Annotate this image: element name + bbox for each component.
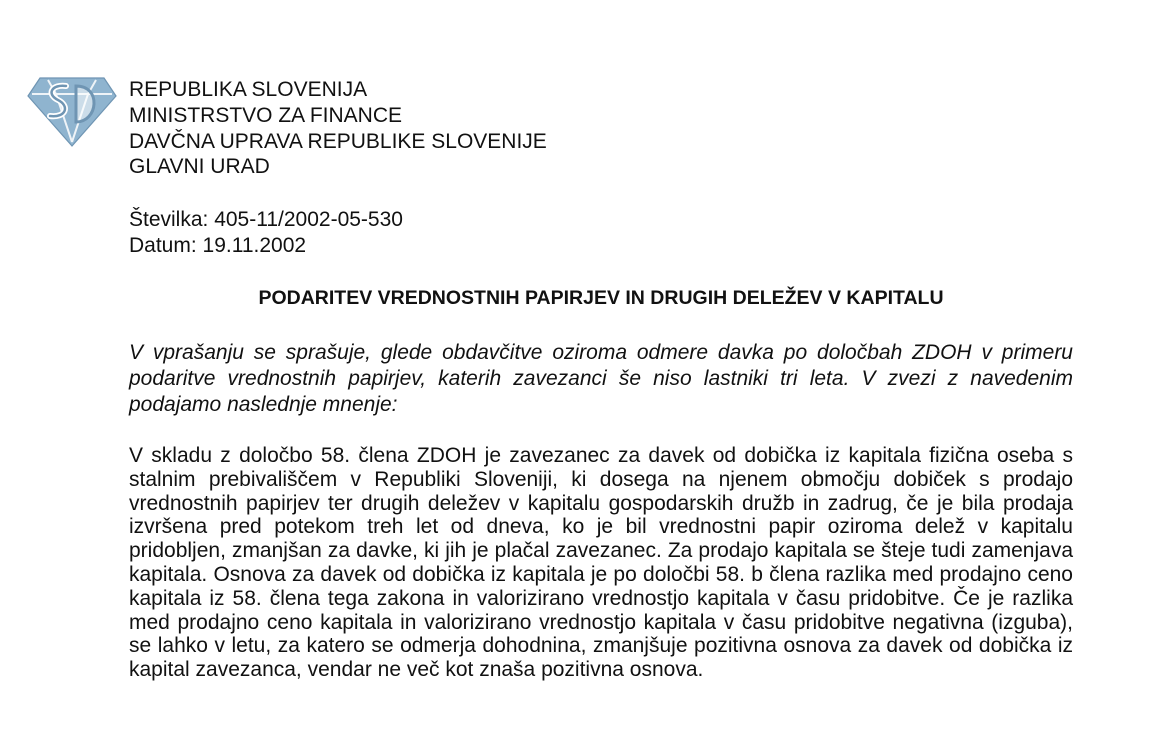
document-date: Datum: 19.11.2002 <box>129 233 307 257</box>
header-republic: REPUBLIKA SLOVENIJA <box>129 78 368 101</box>
header-ministry: MINISTRSTVO ZA FINANCE <box>129 103 403 127</box>
document-meta <box>129 207 403 259</box>
institution-header <box>129 77 547 180</box>
answer-paragraph: V skladu z določbo 58. člena ZDOH je zavezanec za davek od dobička iz kapitala fizična oseba s stalnim prebivališčem v Republiki Sloveniji, ki dosega na njenem območju dobiček s prodajo vrednostnih papirjev ter drugih deležev v kapitalu gospodarskih družb in zadrug, če je bila prodaja izvršena pred potekom treh let od dneva, ko je bil vrednostni papir oziroma delež v kapitalu pridobljen, zmanjšan za davke, ki jih je plačal zavezanec. Za prodajo kapitala se šteje tudi zamenjava kapitala. Osnova za davek od dobička iz kapitala je po določbi 58. b člena razlika med prodajno ceno kapitala iz 58. člena tega zakona in valorizirano vrednostjo kapitala v času pridobitve. Če je razlika med prodajno ceno kapitala in valorizirano vrednostjo kapitala v času pridobitve negativna (izguba), se lahko v letu, za katero se odmerja dohodnina, zmanjšuje pozitivna osnova za davek od dobička iz kapital zavezanca, vendar ne več kot znaša pozitivna osnova. <box>129 444 1073 682</box>
header-main-office: GLAVNI URAD <box>129 155 270 179</box>
document-title: PODARITEV VREDNOSTNIH PAPIRJEV IN DRUGIH DELEŽEV V KAPITALU <box>258 287 944 309</box>
question-paragraph: V vprašanju se sprašuje, glede obdavčitve oziroma odmere davka po določbah ZDOH v primeru podaritve vrednostnih papirjev, katerih zavezanci še niso lastniki tri leta. V zvezi z navedenim podajamo naslednje mnenje: <box>129 341 1073 416</box>
document-number: Številka: 405-11/2002-05-530 <box>129 208 403 231</box>
header-tax-administration: DAVČNA UPRAVA REPUBLIKE SLOVENIJE <box>129 129 547 153</box>
durs-logo-icon <box>26 72 118 148</box>
